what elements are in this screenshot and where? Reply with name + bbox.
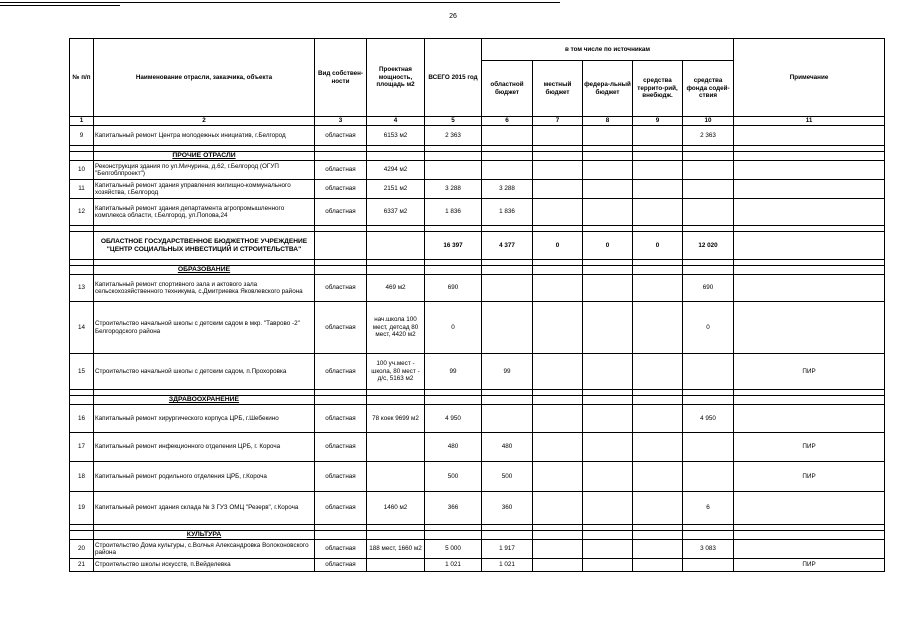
- object-name: Строительство начальной школы с детским садом, п.Прохоровка: [94, 354, 315, 390]
- index-cell: 10: [683, 117, 734, 126]
- section-title-culture: КУЛЬТУРА: [94, 531, 315, 540]
- object-name: Строительство начальной школы с детским садом в мкр. "Таврово -2" Белгородского района: [94, 302, 315, 354]
- org-total: 16 397: [425, 232, 482, 260]
- scan-top-line: [0, 2, 560, 3]
- note: ПИР: [734, 559, 885, 572]
- total: 4 950: [425, 405, 482, 433]
- note: [734, 126, 885, 146]
- total: 500: [425, 462, 482, 492]
- row-num: 19: [70, 492, 94, 525]
- note: [734, 492, 885, 525]
- org-federal: 0: [583, 232, 633, 260]
- regional: 1 836: [482, 199, 533, 226]
- ownership: областная: [315, 161, 367, 180]
- section-title-education: ОБРАЗОВАНИЕ: [94, 266, 315, 275]
- investment-table: [69, 38, 885, 572]
- row-num: 15: [70, 354, 94, 390]
- table-row: [70, 180, 885, 199]
- ownership: областная: [315, 405, 367, 433]
- ownership: областная: [315, 275, 367, 302]
- total: 3 288: [425, 180, 482, 199]
- fund: 690: [683, 275, 734, 302]
- object-name: Капитальный ремонт Центра молодежных инициатив, г.Белгород: [94, 126, 315, 146]
- total: 0: [425, 302, 482, 354]
- header-federal: федера-льный бюджет: [583, 61, 633, 117]
- ownership: областная: [315, 559, 367, 572]
- page-number: 26: [449, 13, 457, 20]
- capacity: 78 коек 9699 м2: [367, 405, 425, 433]
- note: [734, 405, 885, 433]
- org-total-row: [70, 232, 885, 260]
- fund: [683, 433, 734, 462]
- table-row: [70, 275, 885, 302]
- capacity: 6337 м2: [367, 199, 425, 226]
- capacity: 188 мест, 1660 м2: [367, 540, 425, 559]
- table-row: [70, 433, 885, 462]
- total: 1 021: [425, 559, 482, 572]
- ownership: областная: [315, 199, 367, 226]
- note: [734, 199, 885, 226]
- fund: 4 950: [683, 405, 734, 433]
- note: [734, 180, 885, 199]
- section-row: [70, 531, 885, 540]
- ownership: областная: [315, 433, 367, 462]
- table-row: [70, 405, 885, 433]
- table-row: [70, 462, 885, 492]
- index-cell: 8: [583, 117, 633, 126]
- table-row: [70, 302, 885, 354]
- row-num: 20: [70, 540, 94, 559]
- total: 1 836: [425, 199, 482, 226]
- total: 366: [425, 492, 482, 525]
- org-fund: 12 020: [683, 232, 734, 260]
- index-cell: 7: [533, 117, 583, 126]
- row-num: 13: [70, 275, 94, 302]
- ownership: областная: [315, 126, 367, 146]
- header-note: Примечание: [734, 39, 885, 117]
- object-name: Строительство школы искусств, п.Вейделевка: [94, 559, 315, 572]
- object-name: Реконструкция здания по ул.Мичурина, д.62, г.Белгород (ОГУП "Белгоблпроект"): [94, 161, 315, 180]
- total: 480: [425, 433, 482, 462]
- regional: 480: [482, 433, 533, 462]
- table-row: [70, 559, 885, 572]
- regional: [482, 302, 533, 354]
- object-name: Капитальный ремонт хирургического корпуса ЦРБ, г.Шебекино: [94, 405, 315, 433]
- row-num: 9: [70, 126, 94, 146]
- capacity: 4294 м2: [367, 161, 425, 180]
- regional: [482, 275, 533, 302]
- table-row: [70, 354, 885, 390]
- capacity: [367, 433, 425, 462]
- capacity: нач.школа 100 мест, детсад 80 мест, 4420 м2: [367, 302, 425, 354]
- regional: 500: [482, 462, 533, 492]
- header-total: ВСЕГО 2015 год: [425, 39, 482, 117]
- section-row: [70, 266, 885, 275]
- object-name: Капитальный ремонт родильного отделения ЦРБ, г.Короча: [94, 462, 315, 492]
- total: [425, 161, 482, 180]
- row-num: 18: [70, 462, 94, 492]
- index-cell: 2: [94, 117, 315, 126]
- total: 690: [425, 275, 482, 302]
- column-index-row: [70, 117, 885, 126]
- note: [734, 275, 885, 302]
- index-cell: 9: [633, 117, 683, 126]
- index-cell: 4: [367, 117, 425, 126]
- total: 5 000: [425, 540, 482, 559]
- object-name: Капитальный ремонт здания управления жилищно-коммунального хозяйства, г.Белгород: [94, 180, 315, 199]
- table-row: [70, 161, 885, 180]
- section-row: [70, 152, 885, 161]
- fund: 0: [683, 302, 734, 354]
- section-title-other: ПРОЧИЕ ОТРАСЛИ: [94, 152, 315, 161]
- fund: 6: [683, 492, 734, 525]
- index-cell: 11: [734, 117, 885, 126]
- scan-top-line-2: [0, 5, 120, 6]
- header-fund: средства фонда содей-ствия: [683, 61, 734, 117]
- regional: 3 288: [482, 180, 533, 199]
- capacity: 6153 м2: [367, 126, 425, 146]
- ownership: областная: [315, 540, 367, 559]
- index-cell: 3: [315, 117, 367, 126]
- regional: 360: [482, 492, 533, 525]
- object-name: Капитальный ремонт спортивного зала и актового зала сельскохозяйственного техникума, с.Дмитриевка Яковлевского района: [94, 275, 315, 302]
- header-name: Наименование отрасли, заказчика, объекта: [94, 39, 315, 117]
- row-num: 17: [70, 433, 94, 462]
- ownership: областная: [315, 302, 367, 354]
- capacity: 100 уч.мест - школа, 80 мест - д/с, 5163 м2: [367, 354, 425, 390]
- capacity: 1460 м2: [367, 492, 425, 525]
- table-row: [70, 540, 885, 559]
- note: [734, 302, 885, 354]
- capacity: [367, 559, 425, 572]
- ownership: областная: [315, 462, 367, 492]
- note: [734, 540, 885, 559]
- regional: [482, 405, 533, 433]
- note: [734, 161, 885, 180]
- header-num: № п/п: [70, 39, 94, 117]
- regional: 99: [482, 354, 533, 390]
- section-row: [70, 396, 885, 405]
- fund: [683, 199, 734, 226]
- row-num: 10: [70, 161, 94, 180]
- ownership: областная: [315, 354, 367, 390]
- header-ownership: Вид собствен-ности: [315, 39, 367, 117]
- table-row: [70, 126, 885, 146]
- row-num: 16: [70, 405, 94, 433]
- header-sources: в том числе по источникам: [482, 39, 734, 61]
- regional: [482, 161, 533, 180]
- regional: 1 021: [482, 559, 533, 572]
- table-row: [70, 492, 885, 525]
- row-num: 12: [70, 199, 94, 226]
- fund: [683, 161, 734, 180]
- index-cell: 5: [425, 117, 482, 126]
- section-title-health: ЗДРАВООХРАНЕНИЕ: [94, 396, 315, 405]
- capacity: 469 м2: [367, 275, 425, 302]
- note: ПИР: [734, 462, 885, 492]
- object-name: Капитальный ремонт инфекционного отделения ЦРБ, г. Короча: [94, 433, 315, 462]
- fund: [683, 180, 734, 199]
- total: 99: [425, 354, 482, 390]
- object-name: Капитальный ремонт здания департамента агропромышленного комплекса области, г.Белгород, ул.Попова,24: [94, 199, 315, 226]
- org-regional: 4 377: [482, 232, 533, 260]
- capacity: 2151 м2: [367, 180, 425, 199]
- table-row: [70, 199, 885, 226]
- object-name: Капитальный ремонт здания склада № 3 ГУЗ ОМЦ "Резерв", г.Короча: [94, 492, 315, 525]
- org-title: ОБЛАСТНОЕ ГОСУДАРСТВЕННОЕ БЮДЖЕТНОЕ УЧРЕЖДЕНИЕ "ЦЕНТР СОЦИАЛЬНЫХ ИНВЕСТИЦИЙ И СТРОИТЕЛЬСТВА": [94, 232, 315, 260]
- index-cell: 1: [70, 117, 94, 126]
- row-num: 14: [70, 302, 94, 354]
- fund: [683, 559, 734, 572]
- regional: [482, 126, 533, 146]
- header-capacity: Проектная мощность, площадь м2: [367, 39, 425, 117]
- header-territory: средства террито-рий, внебюдж.: [633, 61, 683, 117]
- total: 2 363: [425, 126, 482, 146]
- regional: 1 917: [482, 540, 533, 559]
- header-regional: областной бюджет: [482, 61, 533, 117]
- header-local: местный бюджет: [533, 61, 583, 117]
- fund: 2 363: [683, 126, 734, 146]
- fund: [683, 462, 734, 492]
- capacity: [367, 462, 425, 492]
- note: ПИР: [734, 433, 885, 462]
- org-local: 0: [533, 232, 583, 260]
- row-num: 11: [70, 180, 94, 199]
- row-num: 21: [70, 559, 94, 572]
- note: ПИР: [734, 354, 885, 390]
- index-cell: 6: [482, 117, 533, 126]
- object-name: Строительство Дома культуры, с.Волчья Александровка Волоконовского района: [94, 540, 315, 559]
- ownership: областная: [315, 180, 367, 199]
- ownership: областная: [315, 492, 367, 525]
- fund: 3 083: [683, 540, 734, 559]
- org-territory: 0: [633, 232, 683, 260]
- fund: [683, 354, 734, 390]
